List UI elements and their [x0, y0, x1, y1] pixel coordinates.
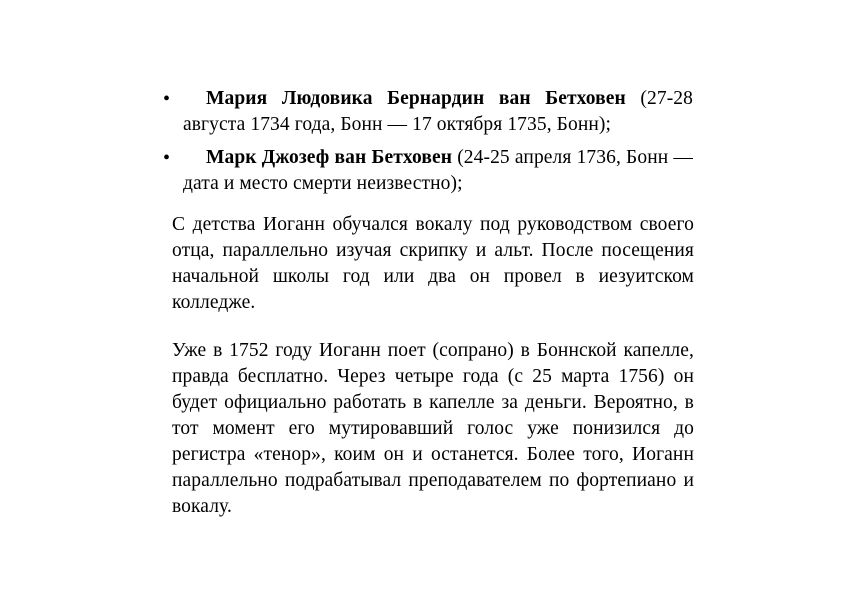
- bullet-icon: •: [163, 147, 171, 169]
- family-bullet-list: [0, 86, 842, 204]
- bullet-icon: •: [163, 88, 171, 110]
- bullet-dates: (27-28 августа 1734 года, Бонн — 17 октября 1735, Бонн);: [183, 88, 694, 135]
- bullet-dates: (24-25 апреля 1736, Бонн — дата и место смерти неизвестно);: [183, 147, 693, 194]
- paragraph-childhood: С детства Иоганн обучался вокалу под руководством своего отца, параллельно изучая скрипку и альт. После посещения начальной школы год или два он провел в иезуитском колледже.: [172, 214, 694, 313]
- bullet-item-maria: [0, 86, 842, 138]
- bullet-text: [183, 86, 693, 138]
- bullet-name-bold: Мария Людовика Бернардин ван Бетховен: [206, 88, 626, 109]
- paragraph-chapel: Уже в 1752 году Иоганн поет (сопрано) в Боннской капелле, правда бесплатно. Через четыре года (с 25 марта 1756) он будет официально работать в капелле за деньги. Вероятно, в тот момент его мутировавший голос уже понизился до регистра «тенор», коим он и останется. Более того, Иоганн параллельно подрабатывал преподавателем по фортепиано и вокалу.: [172, 340, 694, 517]
- bullet-item-mark: [0, 145, 842, 197]
- bullet-name-bold: Марк Джозеф ван Бетховен: [206, 147, 453, 168]
- bullet-text: [183, 145, 693, 197]
